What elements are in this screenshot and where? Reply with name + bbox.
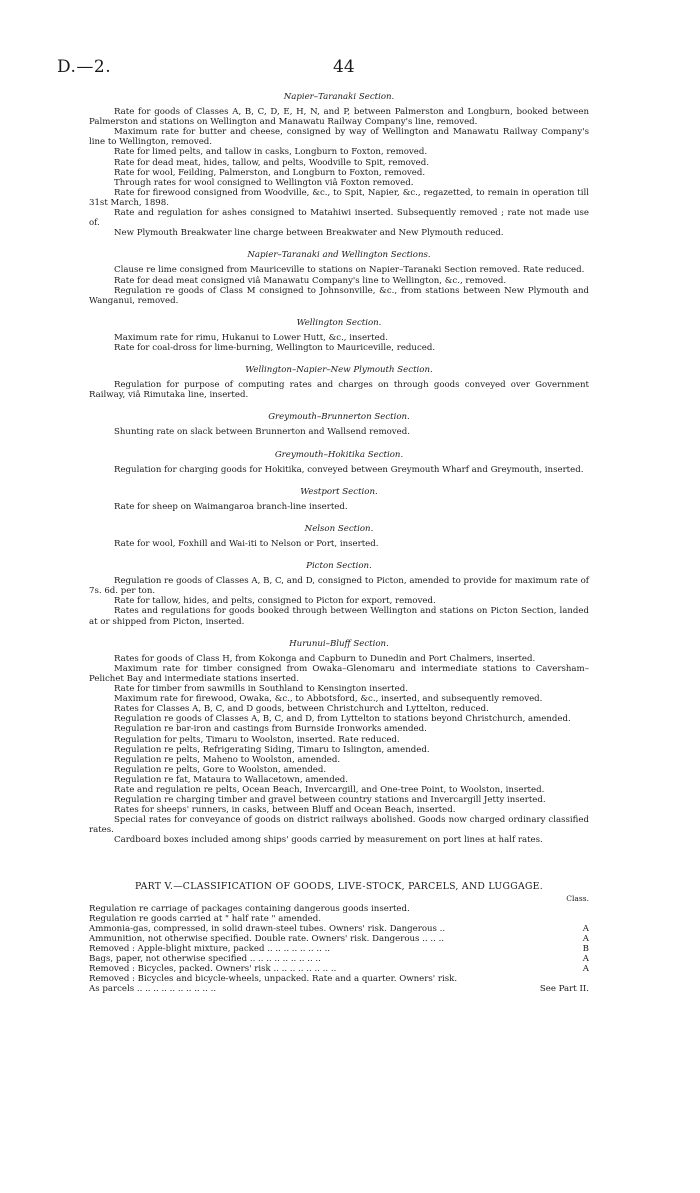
classification-item: Removed : Apple-blight mixture, packed .. .. .. .. .. .. .. .. [89, 944, 331, 955]
section [89, 639, 589, 846]
section-title: Napier–Taranaki Section. [283, 92, 395, 102]
class-column-heading: Class. [566, 893, 589, 903]
section-paragraph: Rates for Classes A, B, C, and D goods, between Christchurch and Lyttelton, reduced. [114, 704, 489, 715]
section-paragraph: Regulation re pelts, Maheno to Woolston, amended. [114, 754, 341, 765]
section-paragraph: Maximum rate for butter and cheese, consigned by way of Wellington and Manawatu Railway Company's line to Wellington, removed. [89, 127, 589, 148]
classification-class: A [582, 964, 589, 975]
classification-row [89, 924, 589, 934]
section-paragraph: Maximum rate for timber consigned from Owaka–Glenomaru and intermediate stations to Caversham–Pelichet Bay and intermediate stations inserted. [89, 663, 589, 684]
part-v [89, 882, 589, 995]
document-body [89, 92, 589, 995]
classification-class: A [582, 934, 589, 944]
section [89, 524, 589, 549]
section-paragraph: Shunting rate on slack between Brunnerton and Wallsend removed. [114, 427, 410, 438]
part-v-lines [89, 904, 589, 924]
classification-class: See Part II. [539, 984, 589, 995]
classification-item: Bags, paper, not otherwise specified .. .. .. .. .. .. .. .. .. [89, 954, 321, 965]
classification-row [89, 934, 589, 944]
section [89, 561, 589, 627]
classification-item: As parcels .. .. .. .. .. .. .. .. .. .. [89, 984, 217, 995]
section-paragraph: Cardboard boxes included among ships' goods carried by measurement on port lines at half rates. [114, 835, 543, 846]
section-paragraph: Regulation for purpose of computing rates and charges on through goods conveyed over Government Railway, viâ Rimutaka line, inserted. [89, 380, 589, 401]
section-paragraph: Rate for dead meat consigned viâ Manawatu Company's line to Wellington, &c., removed. [114, 275, 507, 286]
classification-class: B [582, 944, 589, 955]
section-paragraph: Regulation re goods of Class M consigned to Johnsonville, &c., from stations between New Plymouth and Wanganui, removed. [89, 285, 589, 306]
section-paragraph: Rate for wool, Foxhill and Wai-iti to Nelson or Port, inserted. [114, 539, 379, 549]
section-paragraph: Regulation re charging timber and gravel between country stations and Invercargill Jetty inserted. [114, 795, 546, 806]
section-paragraph: Rates for goods of Class H, from Kokonga and Capburn to Dunedin and Port Chalmers, inserted. [114, 653, 536, 664]
section-paragraph: Regulation for pelts, Timaru to Woolston, inserted. Rate reduced. [114, 734, 400, 745]
section-paragraph: Regulation for charging goods for Hokitika, conveyed between Greymouth Wharf and Greymouth, inserted. [114, 464, 584, 475]
section-paragraph: Rate for limed pelts, and tallow in casks, Longburn to Foxton, removed. [114, 147, 428, 158]
section-title: Wellington Section. [296, 317, 382, 328]
classification-item: Ammunition, not otherwise specified. Double rate. Owners' risk. Dangerous .. .. .. [89, 934, 445, 944]
section-paragraph: Regulation re pelts, Gore to Woolston, amended. [114, 764, 327, 775]
section-paragraph: Rate for tallow, hides, and pelts, consigned to Picton for export, removed. [114, 596, 436, 607]
section-title: Greymouth–Brunnerton Section. [268, 412, 410, 423]
section-paragraph: Rates and regulations for goods booked through between Wellington and stations on Picton Section, landed at or shipped from Picton, inserted. [89, 606, 589, 627]
section-paragraph: Rate for goods of Classes A, B, C, D, E, H, N, and P, between Palmerston and Longburn, booked between Palmerston and stations on Wellington and Manawatu Railway Company's line, removed. [89, 107, 589, 128]
part-v-line: Regulation re goods carried at " half rate " amended. [89, 913, 321, 924]
section [89, 250, 589, 305]
section-paragraph: Rate for wool, Feilding, Palmerston, and Longburn to Foxton, removed. [114, 167, 426, 178]
section-paragraph: Regulation re pelts, Refrigerating Siding, Timaru to Islington, amended. [114, 744, 430, 755]
section [89, 487, 589, 512]
section [89, 412, 589, 437]
section-paragraph: New Plymouth Breakwater line charge between Breakwater and New Plymouth reduced. [114, 228, 504, 239]
section-title: Wellington–Napier–New Plymouth Section. [245, 365, 433, 376]
classification-item: Removed : Bicycles, packed. Owners' risk .. .. .. .. .. .. .. .. [89, 964, 337, 975]
classification-row [89, 984, 589, 994]
section-paragraph: Through rates for wool consigned to Wellington viâ Foxton removed. [114, 177, 414, 188]
section [89, 365, 589, 400]
section-paragraph: Rate for coal-dross for lime-burning, Wellington to Mauriceville, reduced. [114, 342, 436, 353]
page-number: 44 [333, 57, 355, 77]
section-paragraph: Maximum rate for rimu, Hukanui to Lower Hutt, &c., inserted. [114, 332, 388, 343]
section-paragraph: Rate and regulation re pelts, Ocean Beach, Invercargill, and One-tree Point, to Woolston, inserted. [114, 784, 545, 795]
section-paragraph: Regulation re goods of Classes A, B, C, and D, consigned to Picton, amended to provide for maximum rate of 7s. 6d. per ton. [89, 576, 589, 597]
section-paragraph: Maximum rate for firewood, Owaka, &c., to Abbotsford, &c., inserted, and subsequently removed. [114, 694, 543, 705]
page-header [0, 57, 700, 79]
section-paragraph: Regulation re fat, Mataura to Wallacetown, amended. [114, 774, 349, 785]
section-paragraph: Clause re lime consigned from Mauriceville to stations on Napier–Taranaki Section removed. Rate reduced. [114, 265, 585, 276]
section-title: Picton Section. [306, 561, 372, 572]
section [89, 318, 589, 353]
section-title: Hurunui–Bluff Section. [289, 638, 389, 649]
classification-row [89, 974, 589, 984]
section-paragraph: Regulation re bar-iron and castings from Burnside Ironworks amended. [114, 724, 427, 735]
classification-row [89, 964, 589, 974]
classification-class: A [582, 954, 589, 965]
classification-row [89, 944, 589, 954]
section-paragraph: Rate for dead meat, hides, tallow, and pelts, Woodville to Spit, removed. [114, 157, 429, 168]
part-v-line: Regulation re carriage of packages containing dangerous goods inserted. [89, 903, 410, 914]
classification-item: Ammonia-gas, compressed, in solid drawn-steel tubes. Owners' risk. Dangerous .. [89, 923, 446, 934]
classification-item: Removed : Bicycles and bicycle-wheels, unpacked. Rate and a quarter. Owners' risk. [89, 974, 458, 985]
classification-row [89, 954, 589, 964]
section-paragraph: Rate for firewood consigned from Woodville, &c., to Spit, Napier, &c., regazetted, to remain in operation till 31st March, 1898. [89, 187, 589, 208]
section-paragraph: Rate and regulation for ashes consigned to Matahiwi inserted. Subsequently removed ; rate not made use of. [89, 208, 589, 229]
part-v-title: PART V.—CLASSIFICATION OF GOODS, LIVE-STOCK, PARCELS, AND LUGGAGE. [134, 880, 544, 892]
sections-container [89, 92, 589, 846]
section-title: Westport Section. [300, 486, 378, 497]
section [89, 450, 589, 475]
section-title: Napier–Taranaki and Wellington Sections. [247, 250, 431, 261]
section-paragraph: Rate for sheep on Waimangaroa branch-line inserted. [114, 501, 348, 512]
section-title: Nelson Section. [304, 523, 374, 534]
section-paragraph: Rate for timber from sawmills in Southland to Kensington inserted. [114, 684, 408, 695]
section-paragraph: Rates for sheeps' runners, in casks, between Bluff and Ocean Beach, inserted. [114, 805, 456, 816]
section [89, 92, 589, 238]
section-paragraph: Special rates for conveyance of goods on district railways abolished. Goods now charged ordinary classified rates. [89, 815, 589, 836]
classification-class [539, 974, 589, 984]
classification-class: A [582, 923, 589, 934]
section-title: Greymouth–Hokitika Section. [274, 449, 404, 460]
document-reference: D.—2. [57, 57, 112, 77]
section-paragraph: Regulation re goods of Classes A, B, C, and D, from Lyttelton to stations beyond Christchurch, amended. [114, 714, 571, 725]
classification-table [89, 924, 589, 995]
